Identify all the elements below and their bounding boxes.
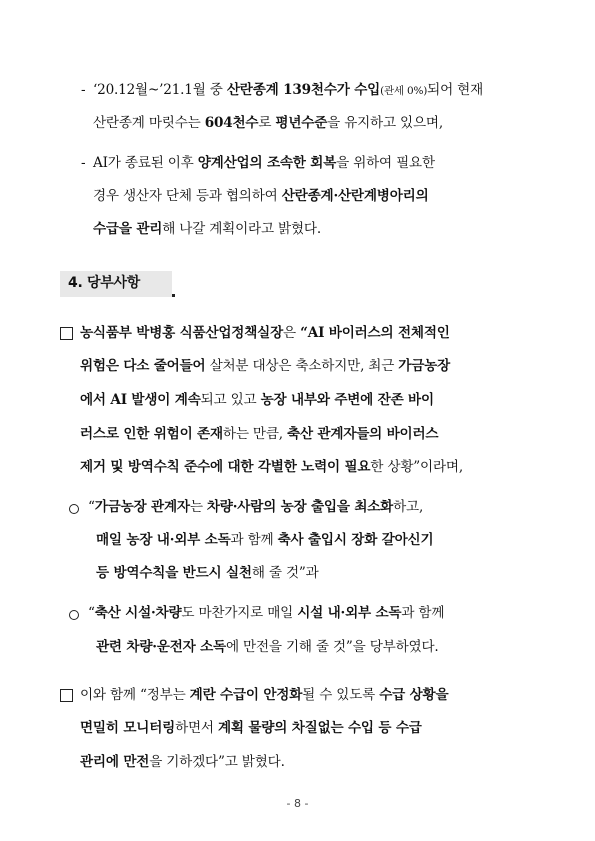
text-segment: 될 수 있도록 [302, 687, 380, 703]
dash-marker: - [81, 155, 86, 171]
text-line [93, 219, 321, 239]
bold-text-segment: 농식품부 박병홍 식품산업정책실장 [80, 325, 284, 341]
bold-text-segment: 계란 수급이 안정화 [189, 687, 303, 703]
text-segment: “ [88, 605, 95, 621]
text-segment: 이와 함께 “정부는 [80, 687, 190, 703]
bold-text-segment: 관련 차량·운전자 소독 [96, 639, 226, 655]
bold-text-segment: 매일 농장 내·외부 소독 [96, 532, 231, 548]
bold-text-segment: 면밀히 모니터링 [80, 720, 176, 736]
text-segment: 을 위하여 필요한 [336, 155, 435, 171]
bold-text-segment: 제거 및 방역수칙 준수에 대한 각별한 노력이 필요 [80, 459, 371, 475]
bold-text-segment: 가금농장 관계자 [94, 499, 190, 515]
text-segment: 되어 현재 [427, 82, 484, 98]
text-segment: 경우 생산자 단체 등과 협의하여 [93, 188, 282, 204]
text-segment: 은 [283, 325, 301, 341]
bold-text-segment: 양계산업의 조속한 회복 [197, 155, 337, 171]
text-line [93, 186, 429, 206]
text-line [80, 685, 448, 705]
text-line [96, 563, 319, 583]
text-segment: 하고, [393, 499, 424, 515]
bold-text-segment: 에서 AI 발생이 계속 [80, 392, 201, 408]
bold-text-segment: 평년수준 [275, 115, 328, 131]
bold-text-segment: “AI 바이러스의 전체적인 [300, 325, 450, 341]
text-segment: 을 유지하고 있으며, [327, 115, 443, 131]
bold-text-segment: 계획 물량의 차질없는 수입 등 수급 [217, 720, 422, 736]
text-segment: 을 기하겠다”고 밝혔다. [149, 754, 285, 770]
bold-text-segment: 산란종계 139천수가 수입 [226, 82, 381, 98]
text-segment: ‘20.12월~’21.1월 중 [93, 82, 227, 98]
bold-text-segment: 산란종계·산란계병아리의 [281, 188, 429, 204]
bold-text-segment: 러스로 인한 위험이 존재 [80, 426, 223, 442]
circle-bullet-icon [69, 504, 79, 514]
bold-text-segment: 관리에 만전 [80, 754, 150, 770]
text-line [96, 530, 433, 550]
circle-bullet-icon [69, 610, 79, 620]
square-bullet-icon [60, 689, 73, 702]
text-segment: 도 마찬가지로 매일 [181, 605, 298, 621]
text-segment: (관세 0%) [380, 85, 428, 97]
text-line [80, 356, 450, 376]
text-segment: 는 [189, 499, 207, 515]
text-line [80, 390, 434, 410]
bold-text-segment: 축산 관계자들의 바이러스 [287, 426, 439, 442]
text-line [96, 637, 439, 657]
bold-text-segment: 농장 내부와 주변에 잔존 바이 [260, 392, 434, 408]
section-heading: 4. 당부사항 [68, 275, 140, 291]
text-segment: 해 나갈 계획이라고 밝혔다. [162, 221, 321, 237]
text-line [80, 718, 422, 738]
bold-text-segment: 등 방역수칙을 반드시 실천 [96, 565, 252, 581]
text-segment: 과 함께 [230, 532, 278, 548]
bold-text-segment: 수급을 관리 [93, 221, 163, 237]
bold-text-segment: 차량·사람의 농장 출입을 최소화 [206, 499, 394, 515]
text-segment: 살처분 대상은 축소하지만, 최근 [205, 358, 399, 374]
text-line [80, 752, 285, 772]
text-line [80, 457, 463, 477]
text-segment: 하는 만큼, [222, 426, 288, 442]
page-number: - 8 - [286, 797, 309, 810]
text-segment: 로 [258, 115, 276, 131]
bold-text-segment: 축산 시설·차량 [94, 605, 182, 621]
text-line [88, 497, 423, 517]
text-segment: 에 만전을 기해 줄 것”을 당부하였다. [225, 639, 439, 655]
square-bullet-icon [60, 327, 73, 340]
text-segment: 하면서 [175, 720, 218, 736]
text-segment: 되고 있고 [200, 392, 261, 408]
dash-marker: - [81, 82, 86, 98]
text-segment: AI가 종료된 이후 [93, 155, 198, 171]
text-line [88, 603, 444, 623]
bold-text-segment: 604천수 [204, 115, 259, 131]
text-segment: 산란종계 마릿수는 [93, 115, 205, 131]
text-line [80, 424, 438, 444]
text-segment: 한 상황”이라며, [370, 459, 463, 475]
text-segment: 과 함께 [401, 605, 445, 621]
text-segment: “ [88, 499, 95, 515]
text-line [93, 153, 435, 173]
text-line [80, 323, 450, 343]
bold-text-segment: 수급 상황을 [379, 687, 449, 703]
bold-text-segment: 시설 내·외부 소독 [297, 605, 402, 621]
text-segment: 해 줄 것”과 [251, 565, 319, 581]
bold-text-segment: 가금농장 [398, 358, 451, 374]
bold-text-segment: 위험은 다소 줄어들어 [80, 358, 206, 374]
text-line [93, 80, 483, 101]
text-line [93, 113, 443, 133]
bold-text-segment: 축사 출입시 장화 갈아신기 [277, 532, 434, 548]
